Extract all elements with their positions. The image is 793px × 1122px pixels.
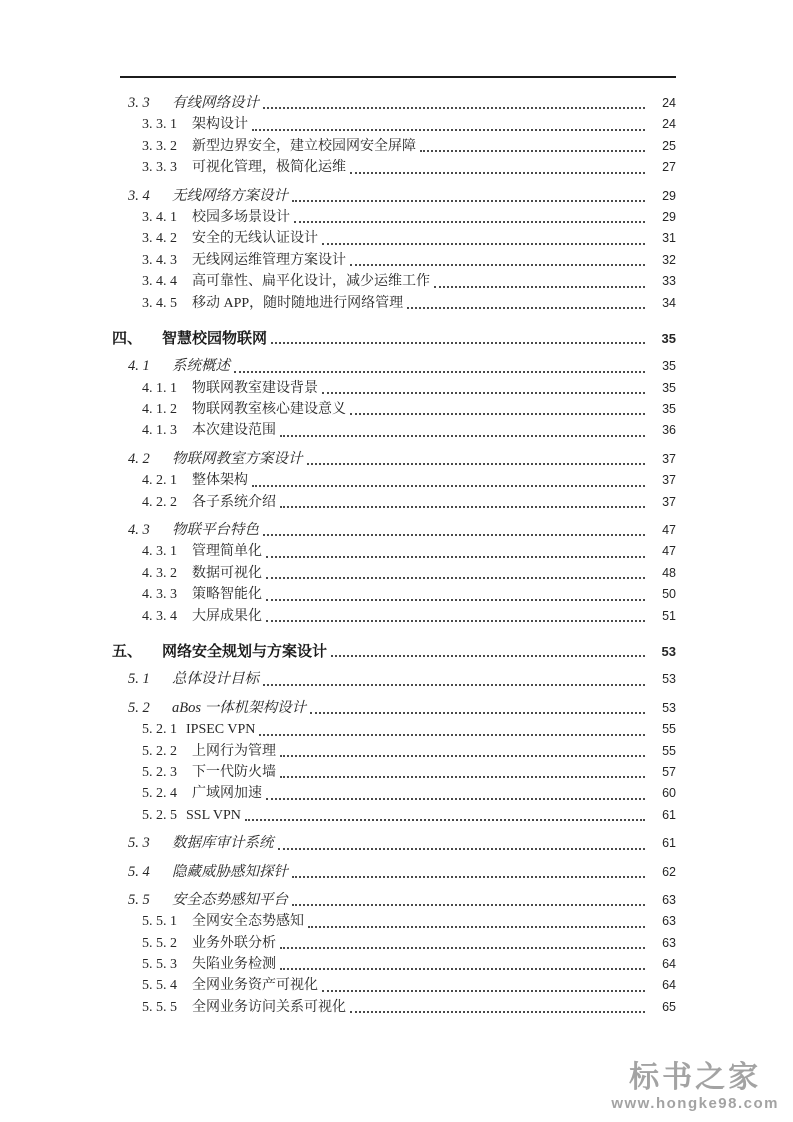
entry-number: 3. 4. 5	[142, 295, 177, 311]
page-number: 60	[662, 786, 676, 801]
entry-title: 网络安全规划与方案设计	[162, 642, 328, 660]
entry-title: 业务外联分析	[192, 935, 276, 951]
page-number: 27	[662, 160, 676, 175]
toc-entry[interactable]	[112, 669, 676, 690]
entry-number: 4. 1	[128, 358, 150, 375]
entry-title: IPSEC VPN	[186, 722, 256, 738]
entry-title: 失陷业务检测	[192, 957, 276, 973]
page-number: 61	[662, 836, 676, 851]
page-number: 31	[662, 231, 676, 246]
entry-title: 物联网教室核心建设意义	[192, 402, 346, 418]
watermark-logo-text: 标书之家	[629, 1060, 762, 1094]
toc-entry[interactable]	[112, 563, 676, 584]
entry-number: 5. 5. 5	[142, 999, 177, 1015]
entry-title: 架构设计	[192, 117, 248, 133]
dot-leader	[322, 392, 645, 394]
entry-title: 数据可视化	[192, 565, 262, 581]
toc-entry[interactable]	[112, 911, 676, 932]
toc-entry[interactable]	[112, 954, 676, 975]
dot-leader	[292, 876, 645, 878]
entry-title: 无线网运维管理方案设计	[192, 252, 346, 268]
dot-leader	[292, 200, 645, 202]
dot-leader	[280, 755, 645, 757]
dot-leader	[280, 506, 645, 508]
toc-entry[interactable]	[112, 228, 676, 249]
dot-leader	[266, 577, 645, 579]
entry-title: 管理简单化	[192, 544, 262, 560]
page-number: 24	[662, 96, 676, 110]
dot-leader	[266, 599, 645, 601]
dot-leader	[322, 243, 645, 245]
entry-number: 5. 4	[128, 863, 150, 880]
entry-title: 上网行为管理	[192, 743, 276, 759]
entry-number: 3. 3. 1	[142, 117, 177, 133]
toc-entry[interactable]	[112, 293, 676, 314]
entry-number: 3. 4. 2	[142, 231, 177, 247]
page-number: 47	[662, 544, 676, 559]
page-number: 32	[662, 252, 676, 267]
entry-number: 5. 2	[128, 699, 150, 716]
toc-entry[interactable]	[112, 136, 676, 157]
page-number: 61	[662, 807, 676, 822]
dot-leader	[271, 342, 645, 344]
entry-title: 新型边界安全，建立校园网安全屏障	[192, 138, 416, 154]
toc-entry[interactable]	[112, 250, 676, 271]
dot-leader	[350, 1011, 645, 1013]
toc-entry[interactable]	[112, 328, 676, 349]
entry-number: 4. 3. 4	[142, 608, 177, 624]
toc-entry[interactable]	[112, 584, 676, 605]
toc-entry[interactable]	[112, 762, 676, 783]
page-number: 48	[662, 565, 676, 580]
dot-leader	[331, 655, 645, 657]
toc-list	[112, 86, 676, 1018]
toc-entry[interactable]	[112, 114, 676, 135]
dot-leader	[308, 926, 645, 928]
entry-number: 3. 4	[128, 187, 150, 204]
entry-number: 3. 3. 3	[142, 160, 177, 176]
dot-leader	[322, 990, 645, 992]
dot-leader	[294, 221, 645, 223]
toc-entry[interactable]	[112, 186, 676, 207]
dot-leader	[407, 307, 645, 309]
watermark	[611, 1062, 779, 1113]
page-number: 37	[662, 451, 676, 466]
toc-entry[interactable]	[112, 719, 676, 740]
entry-title: SSL VPN	[186, 807, 241, 823]
entry-number: 四、	[112, 329, 143, 347]
page-number: 24	[662, 117, 676, 132]
entry-number: 3. 4. 3	[142, 252, 177, 268]
entry-number: 3. 4. 1	[142, 209, 177, 225]
toc-entry[interactable]	[112, 641, 676, 662]
entry-number: 4. 2. 1	[142, 473, 177, 489]
toc-entry[interactable]	[112, 741, 676, 762]
entry-number: 3. 3. 2	[142, 138, 177, 154]
entry-title: 总体设计目标	[172, 671, 259, 688]
entry-number: 4. 3. 2	[142, 565, 177, 581]
toc-entry[interactable]	[112, 399, 676, 420]
dot-leader	[266, 556, 645, 558]
page-number: 29	[662, 188, 676, 203]
dot-leader	[245, 819, 645, 821]
page-number: 47	[662, 523, 676, 538]
entry-title: 全网业务访问关系可视化	[192, 999, 346, 1015]
page-number: 55	[662, 722, 676, 737]
toc-entry[interactable]	[112, 606, 676, 627]
page-number: 53	[661, 643, 676, 659]
dot-leader	[252, 129, 645, 131]
page-number: 35	[662, 380, 676, 395]
entry-number: 5. 5	[128, 891, 150, 908]
entry-number: 5. 2. 2	[142, 743, 177, 759]
entry-title: 下一代防火墙	[192, 764, 276, 780]
page-number: 37	[662, 473, 676, 488]
entry-title: 安全的无线认证设计	[192, 231, 318, 247]
entry-title: 无线网络方案设计	[172, 187, 288, 204]
page-number: 35	[662, 359, 676, 374]
entry-number: 4. 3. 1	[142, 544, 177, 560]
header-rule	[120, 76, 676, 78]
toc-entry[interactable]	[112, 157, 676, 178]
toc-entry[interactable]	[112, 783, 676, 804]
entry-title: 大屏成果化	[192, 608, 262, 624]
entry-number: 4. 1. 1	[142, 380, 177, 396]
entry-title: 隐藏威胁感知探针	[172, 863, 288, 880]
toc-entry[interactable]	[112, 207, 676, 228]
entry-title: 有线网络设计	[172, 95, 259, 111]
page-number: 35	[662, 402, 676, 417]
dot-leader	[310, 712, 645, 714]
entry-title: 各子系统介绍	[192, 494, 276, 510]
toc-entry[interactable]	[112, 805, 676, 826]
page-number: 37	[662, 494, 676, 509]
toc-entry[interactable]	[112, 271, 676, 292]
toc-entry[interactable]	[112, 378, 676, 399]
page-number: 35	[661, 330, 676, 346]
entry-number: 5. 2. 1	[142, 722, 177, 738]
page-number: 29	[662, 209, 676, 224]
toc-entry[interactable]	[112, 890, 676, 911]
dot-leader	[280, 947, 645, 949]
dot-leader	[266, 620, 645, 622]
entry-number: 5. 1	[128, 671, 150, 688]
page-number: 50	[662, 587, 676, 602]
page-number: 55	[662, 743, 676, 758]
entry-title: 策略智能化	[192, 587, 262, 603]
entry-number: 5. 5. 4	[142, 978, 177, 994]
entry-title: 本次建设范围	[192, 423, 276, 439]
entry-number: 5. 5. 1	[142, 914, 177, 930]
dot-leader	[259, 734, 645, 736]
entry-number: 5. 2. 3	[142, 764, 177, 780]
entry-title: 物联网教室方案设计	[172, 450, 303, 467]
entry-number: 3. 4. 4	[142, 274, 177, 290]
toc-entry[interactable]	[112, 997, 676, 1018]
dot-leader	[280, 968, 645, 970]
entry-title: 系统概述	[172, 358, 230, 375]
dot-leader	[234, 371, 645, 373]
toc-entry[interactable]	[112, 933, 676, 954]
page-number: 53	[662, 672, 676, 687]
entry-number: 5. 5. 2	[142, 935, 177, 951]
dot-leader	[434, 286, 645, 288]
toc-entry[interactable]	[112, 356, 676, 377]
toc-entry[interactable]	[112, 975, 676, 996]
entry-title: aBos 一体机架构设计	[172, 699, 307, 716]
dot-leader	[252, 485, 645, 487]
dot-leader	[263, 684, 645, 686]
entry-number: 4. 3. 3	[142, 587, 177, 603]
entry-title: 校园多场景设计	[192, 209, 290, 225]
dot-leader	[350, 413, 645, 415]
page-number: 34	[662, 295, 676, 310]
entry-number: 5. 3	[128, 835, 150, 852]
page-number: 65	[662, 999, 676, 1014]
entry-number: 5. 5. 3	[142, 957, 177, 973]
page-number: 63	[662, 935, 676, 950]
entry-title: 安全态势感知平台	[172, 891, 288, 908]
dot-leader	[280, 776, 645, 778]
dot-leader	[263, 534, 645, 536]
page-number: 63	[662, 892, 676, 907]
dot-leader	[350, 172, 645, 174]
entry-number: 4. 2. 2	[142, 494, 177, 510]
dot-leader	[420, 150, 645, 152]
page-number: 51	[662, 608, 676, 623]
toc-entry[interactable]	[112, 470, 676, 491]
page-number: 64	[662, 957, 676, 972]
toc-entry[interactable]	[112, 698, 676, 719]
entry-number: 4. 2	[128, 450, 150, 467]
toc-entry[interactable]	[112, 420, 676, 441]
entry-number: 4. 3	[128, 522, 150, 539]
entry-title: 物联网教室建设背景	[192, 380, 318, 396]
dot-leader	[307, 463, 646, 465]
entry-number: 5. 2. 4	[142, 786, 177, 802]
page-number: 64	[662, 978, 676, 993]
toc-entry[interactable]	[112, 520, 676, 541]
dot-leader	[266, 798, 645, 800]
dot-leader	[280, 435, 645, 437]
entry-title: 全网安全态势感知	[192, 914, 304, 930]
page-number: 33	[662, 274, 676, 289]
page-number: 36	[662, 423, 676, 438]
watermark-url: www.hongke98.com	[611, 1095, 779, 1112]
entry-title: 可视化管理，极简化运维	[192, 160, 346, 176]
entry-title: 数据库审计系统	[172, 835, 274, 852]
entry-title: 广域网加速	[192, 786, 262, 802]
page-number: 53	[662, 700, 676, 715]
page-number: 57	[662, 764, 676, 779]
toc-entry[interactable]	[112, 862, 676, 883]
dot-leader	[263, 107, 645, 109]
toc-entry[interactable]	[112, 541, 676, 562]
entry-title: 高可靠性、扁平化设计，减少运维工作	[192, 274, 430, 290]
toc-entry[interactable]	[112, 449, 676, 470]
entry-number: 4. 1. 3	[142, 423, 177, 439]
toc-entry[interactable]	[112, 93, 676, 114]
entry-number: 4. 1. 2	[142, 402, 177, 418]
entry-title: 整体架构	[192, 473, 248, 489]
dot-leader	[350, 264, 645, 266]
dot-leader	[292, 904, 645, 906]
entry-number: 5. 2. 5	[142, 807, 177, 823]
dot-leader	[278, 848, 646, 850]
page-number: 25	[662, 138, 676, 153]
toc-entry[interactable]	[112, 833, 676, 854]
toc-entry[interactable]	[112, 492, 676, 513]
entry-number: 五、	[112, 642, 143, 660]
page-number: 62	[662, 864, 676, 879]
entry-title: 物联平台特色	[172, 522, 259, 539]
entry-number: 3. 3	[128, 95, 150, 111]
page-number: 63	[662, 914, 676, 929]
entry-title: 移动 APP，随时随地进行网络管理	[192, 295, 404, 311]
entry-title: 智慧校园物联网	[162, 329, 268, 347]
entry-title: 全网业务资产可视化	[192, 978, 318, 994]
